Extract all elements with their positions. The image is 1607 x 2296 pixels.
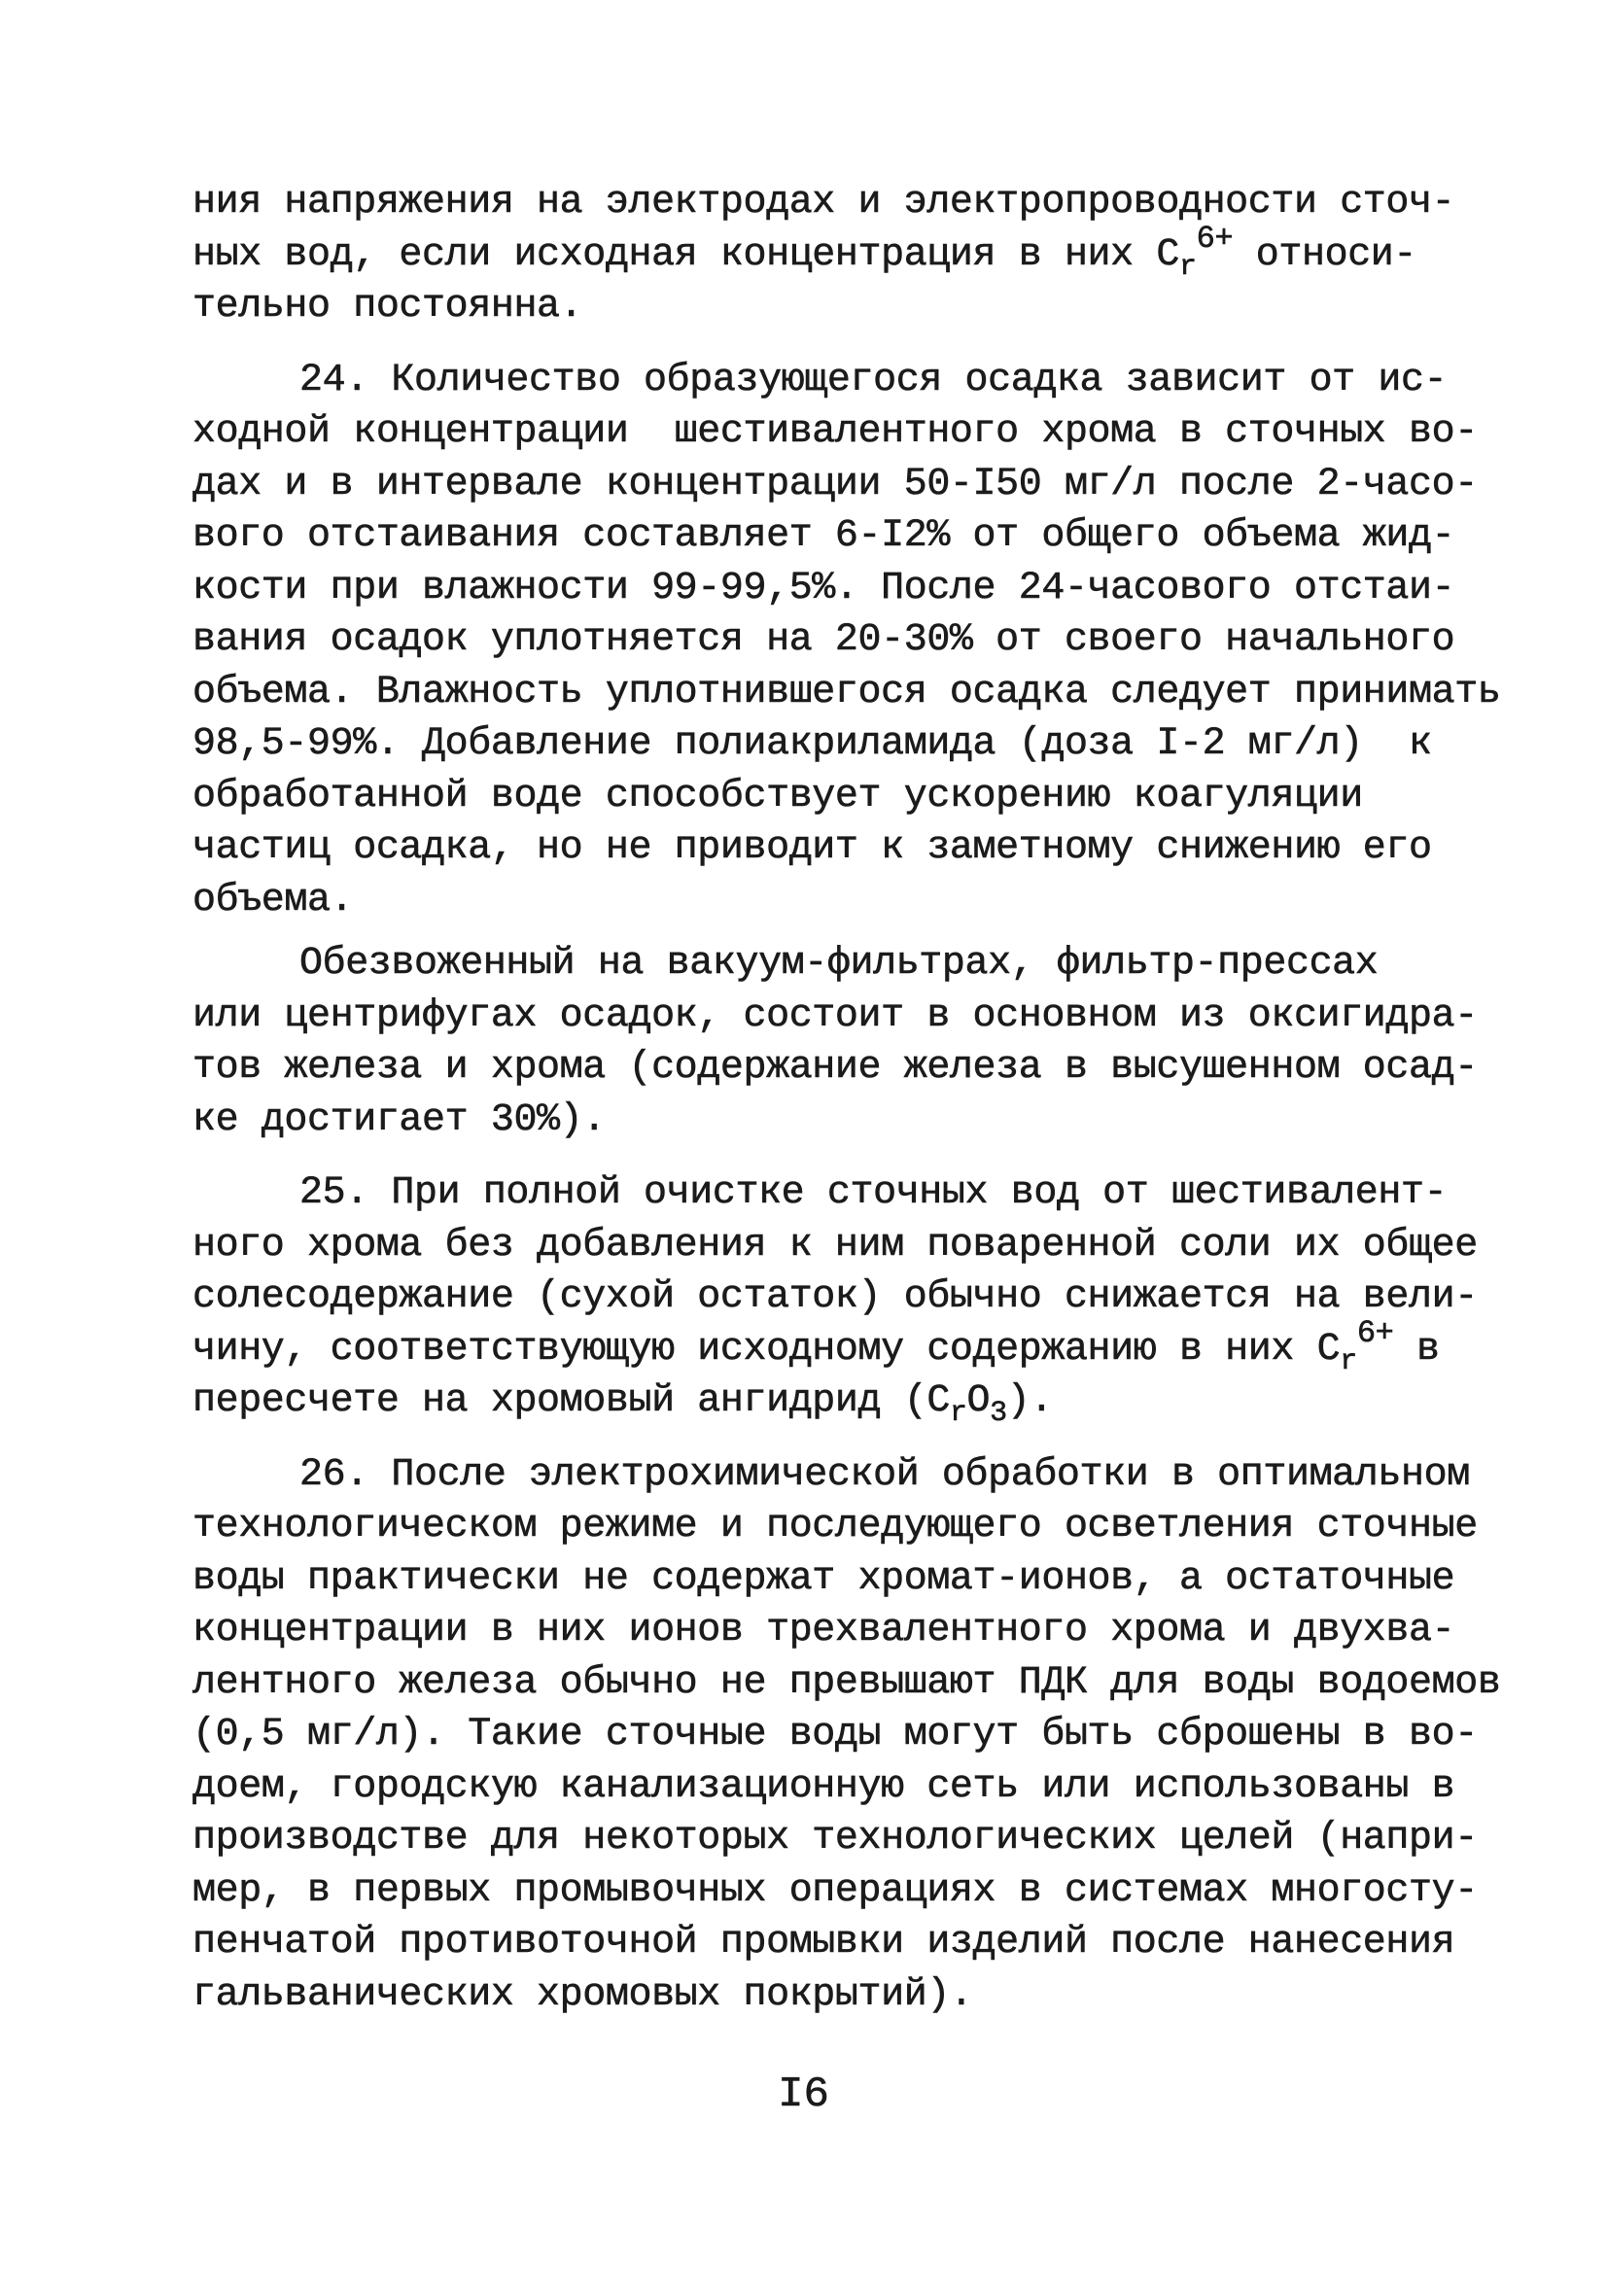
- paragraph-continuation: [192, 177, 1455, 333]
- paragraph-26: [192, 1449, 1501, 2022]
- text-line: или центрифугах осадок, состоит в основном из оксигидра-: [192, 993, 1478, 1038]
- text-line: солесодержание (сухой остаток) обычно снижается на вели-: [192, 1275, 1478, 1319]
- text-line: пенчатой противоточной промывки изделий после нанесения: [192, 1921, 1455, 1965]
- text-line: технологическом режиме и последующего осветления сточные: [192, 1505, 1478, 1548]
- page-number: I6: [778, 2070, 829, 2119]
- text-fragment: ).: [1006, 1379, 1053, 1423]
- text-fragment: относи-: [1233, 232, 1417, 277]
- subscript: r: [1178, 250, 1197, 284]
- text-line: гальванических хромовых покрытий).: [192, 1972, 973, 2017]
- text-line: доем, городскую канализационную сеть или использованы в: [192, 1764, 1455, 1809]
- text-line: 26. После электрохимической обработки в оптимальном: [299, 1452, 1470, 1497]
- text-line: обработанной воде способствует ускорению коагуляции: [192, 774, 1363, 818]
- text-line: лентного железа обычно не превышают ПДК для воды водоемов: [192, 1660, 1501, 1705]
- paragraph-24-sludge: [192, 938, 1478, 1146]
- text-line: объема. Влажность уплотнившегося осадка следует принимать: [192, 670, 1501, 714]
- text-line: ке достигает 30%).: [192, 1097, 606, 1142]
- text-line: частиц осадка, но не приводит к заметному снижению его: [192, 826, 1432, 870]
- text-line: производстве для некоторых технологических целей (напри-: [192, 1817, 1478, 1861]
- text-line: объема.: [192, 878, 354, 922]
- text-line: тельно постоянна.: [192, 285, 583, 329]
- subscript: r: [1340, 1344, 1357, 1378]
- text-line: тов железа и хрома (содержание железа в высушенном осад-: [192, 1046, 1478, 1090]
- text-line: 98,5-99%. Добавление полиакриламида (доза I-2 мг/л) к: [192, 722, 1432, 766]
- subscript: r: [949, 1397, 967, 1430]
- text-line: ходной концентрации шестивалентного хрома в сточных во-: [192, 410, 1478, 454]
- text-line: вого отстаивания составляет 6-I2% от общего объема жид-: [192, 514, 1455, 558]
- text-fragment: пересчете на хромовый ангидрид (С: [192, 1379, 950, 1423]
- text-fragment: в: [1393, 1327, 1440, 1372]
- document-page: [192, 177, 1501, 2021]
- subscript: 3: [990, 1397, 1007, 1430]
- text-fragment: O: [966, 1379, 991, 1423]
- superscript: 6+: [1196, 220, 1234, 257]
- text-line: воды практически не содержат хромат-ионов, а остаточные: [192, 1556, 1455, 1601]
- text-line: ного хрома без добавления к ним поваренной соли их общее: [192, 1223, 1478, 1268]
- text-line: ния напряжения на электродах и электропроводности сточ-: [192, 181, 1455, 225]
- text-line: (0,5 мг/л). Такие сточные воды могут быть сброшены в во-: [192, 1713, 1478, 1757]
- text-line: кости при влажности 99-99,5%. После 24-часового отстаи-: [192, 566, 1455, 610]
- text-line: 24. Количество образующегося осадка зависит от ис-: [299, 358, 1448, 402]
- text-line: Обезвоженный на вакуум-фильтрах, фильтр-прессах: [299, 942, 1379, 986]
- text-line: [192, 1314, 1440, 1378]
- text-line: мер, в первых промывочных операциях в системах многосту-: [192, 1868, 1478, 1913]
- paragraph-25: [192, 1167, 1478, 1430]
- text-fragment: чину, соответствующую исходному содержанию в них С: [192, 1327, 1341, 1372]
- text-line: [192, 220, 1419, 284]
- text-line: концентрации в них ионов трехвалентного хрома и двухва-: [192, 1609, 1455, 1652]
- superscript: 6+: [1356, 1314, 1394, 1351]
- text-line: вания осадок уплотняется на 20-30% от своего начального: [192, 618, 1455, 662]
- text-line: [192, 1375, 1419, 1428]
- paragraph-24: [192, 355, 1501, 927]
- text-line: 25. При полной очистке сточных вод от шестивалент-: [299, 1171, 1448, 1215]
- text-fragment: ных вод, если исходная концентрация в них С: [192, 232, 1179, 277]
- text-line: дах и в интервале концентрации 50-I50 мг/л после 2-часо-: [192, 462, 1478, 506]
